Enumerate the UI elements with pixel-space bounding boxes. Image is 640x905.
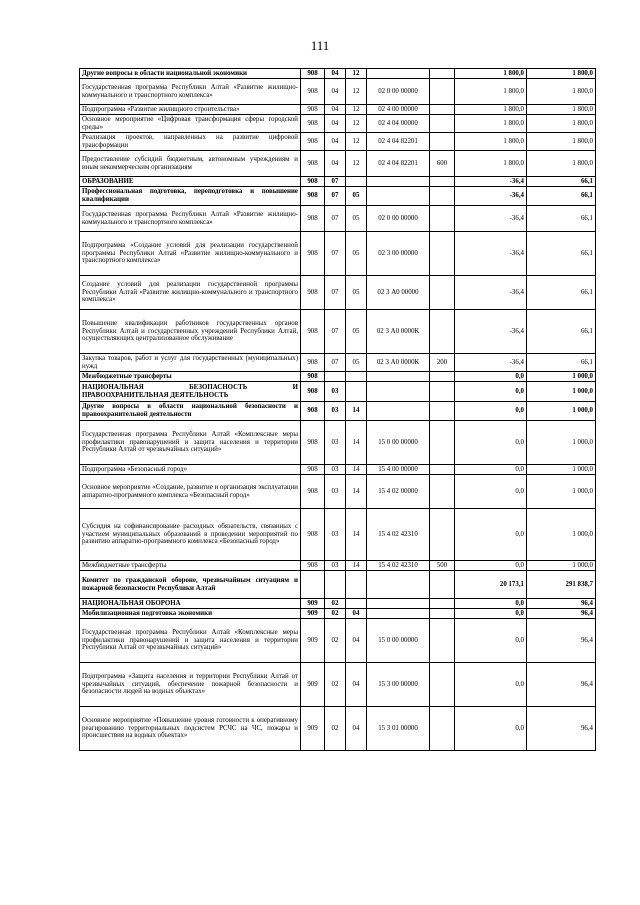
row-amount-1: -36,4: [455, 354, 527, 372]
row-section-code: 07: [325, 276, 346, 310]
row-name: Создание условий для реализации государственной программы Республики Алтай «Развитие жилищно-коммунального и транспортного комплекса»: [80, 276, 301, 310]
row-gr-code: 908: [301, 187, 325, 206]
row-section-code: 04: [325, 69, 346, 79]
row-section-code: 07: [325, 232, 346, 276]
row-expense-type-code: [430, 232, 455, 276]
row-subsection-code: 14: [346, 561, 367, 571]
row-gr-code: 908: [301, 402, 325, 421]
row-target-code: [367, 382, 430, 402]
row-subsection-code: 04: [346, 663, 367, 707]
row-gr-code: 908: [301, 69, 325, 79]
table-row: [80, 177, 596, 187]
table-row: [80, 206, 596, 232]
row-section-code: 02: [325, 707, 346, 751]
row-target-code: 02 4 04 00000: [367, 115, 430, 133]
row-name: Государственная программа Республики Алтай «Развитие жилищно-коммунального и транспортного комплекса»: [80, 79, 301, 105]
row-name: Комитет по гражданской обороне, чрезвычайным ситуациям и пожарной безопасности Республики Алтай: [80, 571, 301, 599]
row-subsection-code: 12: [346, 115, 367, 133]
row-subsection-code: [346, 599, 367, 609]
row-subsection-code: 05: [346, 310, 367, 354]
row-amount-1: 1 800,0: [455, 79, 527, 105]
row-gr-code: 908: [301, 206, 325, 232]
table-row: [80, 115, 596, 133]
row-subsection-code: 14: [346, 509, 367, 561]
row-amount-1: 1 800,0: [455, 151, 527, 177]
table-row: [80, 663, 596, 707]
row-expense-type-code: [430, 663, 455, 707]
row-name: НАЦИОНАЛЬНАЯ БЕЗОПАСНОСТЬ И ПРАВООХРАНИТЕЛЬНАЯ ДЕЯТЕЛЬНОСТЬ: [80, 382, 301, 402]
row-expense-type-code: [430, 421, 455, 465]
row-section-code: 07: [325, 354, 346, 372]
row-section-code: 02: [325, 609, 346, 619]
table-row: [80, 509, 596, 561]
row-amount-1: 0,0: [455, 475, 527, 509]
row-target-code: 02 3 00 00000: [367, 232, 430, 276]
row-amount-2: 1 000,0: [527, 475, 596, 509]
row-gr-code: 908: [301, 133, 325, 151]
row-expense-type-code: [430, 133, 455, 151]
row-name: Государственная программа Республики Алтай «Комплексные меры профилактики правонарушений и защита населения и территории Республики Алтай от чрезвычайных ситуаций»: [80, 421, 301, 465]
row-amount-2: 1 800,0: [527, 69, 596, 79]
row-amount-1: 20 173,1: [455, 571, 527, 599]
row-subsection-code: 05: [346, 206, 367, 232]
row-target-code: [367, 177, 430, 187]
row-amount-2: 1 000,0: [527, 509, 596, 561]
row-amount-1: 0,0: [455, 599, 527, 609]
row-amount-2: 66,1: [527, 177, 596, 187]
row-section-code: 03: [325, 382, 346, 402]
row-amount-1: 0,0: [455, 619, 527, 663]
row-name: Государственная программа Республики Алтай «Развитие жилищно-коммунального и транспортного комплекса»: [80, 206, 301, 232]
row-amount-1: 0,0: [455, 509, 527, 561]
row-gr-code: 908: [301, 475, 325, 509]
row-subsection-code: 14: [346, 475, 367, 509]
row-amount-2: 1 000,0: [527, 465, 596, 475]
row-target-code: 15 0 00 00000: [367, 421, 430, 465]
row-subsection-code: 05: [346, 354, 367, 372]
row-expense-type-code: [430, 115, 455, 133]
row-section-code: 04: [325, 79, 346, 105]
row-expense-type-code: [430, 599, 455, 609]
row-amount-2: 1 800,0: [527, 79, 596, 105]
row-name: Государственная программа Республики Алтай «Комплексные меры профилактики правонарушений и защита населения и территории Республики Алтай от чрезвычайных ситуаций»: [80, 619, 301, 663]
table-row: [80, 372, 596, 382]
table-row: [80, 402, 596, 421]
row-amount-2: 96,4: [527, 707, 596, 751]
row-target-code: [367, 609, 430, 619]
row-gr-code: 908: [301, 561, 325, 571]
row-amount-1: -36,4: [455, 276, 527, 310]
row-name: Предоставление субсидий бюджетным, автономным учреждениям и иным некоммерческим организациям: [80, 151, 301, 177]
row-subsection-code: [346, 571, 367, 599]
row-name: Основное мероприятие «Цифровая трансформация сферы городской среды»: [80, 115, 301, 133]
table-body: [80, 69, 596, 751]
row-target-code: [367, 402, 430, 421]
row-amount-1: 0,0: [455, 609, 527, 619]
row-subsection-code: 05: [346, 276, 367, 310]
row-section-code: 04: [325, 133, 346, 151]
row-gr-code: 908: [301, 232, 325, 276]
row-amount-2: 66,1: [527, 354, 596, 372]
row-name: Межбюджетные трансферты: [80, 561, 301, 571]
row-gr-code: 909: [301, 707, 325, 751]
row-name: Межбюджетные трансферты: [80, 372, 301, 382]
row-section-code: [325, 571, 346, 599]
row-name: Подпрограмма «Развитие жилищного строительства»: [80, 105, 301, 115]
row-amount-2: 96,4: [527, 599, 596, 609]
row-amount-2: 96,4: [527, 619, 596, 663]
row-amount-2: 1 800,0: [527, 151, 596, 177]
row-expense-type-code: [430, 509, 455, 561]
row-name: Другие вопросы в области национальной безопасности и правоохранительной деятельности: [80, 402, 301, 421]
row-expense-type-code: [430, 177, 455, 187]
row-subsection-code: 04: [346, 707, 367, 751]
row-amount-2: 66,1: [527, 206, 596, 232]
row-name: Подпрограмма «Создание условий для реализации государственной программы Республики Алтай «Развитие жилищно-коммунального и транспортного комплекса»: [80, 232, 301, 276]
table-row: [80, 133, 596, 151]
row-target-code: [367, 187, 430, 206]
row-amount-1: 0,0: [455, 402, 527, 421]
row-name: Подпрограмма «Защита населения и территории Республики Алтай от чрезвычайных ситуаций, обеспечение пожарной безопасности и безопасности людей на водных объектах»: [80, 663, 301, 707]
row-gr-code: 908: [301, 79, 325, 105]
row-target-code: 02 4 04 82201: [367, 151, 430, 177]
row-target-code: [367, 372, 430, 382]
row-gr-code: 908: [301, 310, 325, 354]
row-section-code: 07: [325, 206, 346, 232]
row-expense-type-code: [430, 79, 455, 105]
row-section-code: 02: [325, 663, 346, 707]
table-row: [80, 561, 596, 571]
row-section-code: 02: [325, 599, 346, 609]
row-target-code: 02 4 00 00000: [367, 105, 430, 115]
row-subsection-code: 14: [346, 402, 367, 421]
row-section-code: 04: [325, 151, 346, 177]
row-subsection-code: 04: [346, 609, 367, 619]
row-expense-type-code: [430, 276, 455, 310]
row-gr-code: 908: [301, 354, 325, 372]
row-amount-1: -36,4: [455, 187, 527, 206]
table-row: [80, 465, 596, 475]
row-target-code: 15 4 00 00000: [367, 465, 430, 475]
row-gr-code: 908: [301, 177, 325, 187]
page-number: 111: [310, 38, 330, 53]
row-amount-2: 1 000,0: [527, 421, 596, 465]
row-target-code: 02 3 А0 0000К: [367, 310, 430, 354]
row-target-code: 15 4 02 42310: [367, 509, 430, 561]
row-name: Реализация проектов, направленных на развитие цифровой трансформации: [80, 133, 301, 151]
row-gr-code: 908: [301, 115, 325, 133]
row-subsection-code: 05: [346, 232, 367, 276]
row-expense-type-code: [430, 619, 455, 663]
row-amount-1: 0,0: [455, 465, 527, 475]
row-gr-code: 909: [301, 663, 325, 707]
row-section-code: 03: [325, 402, 346, 421]
row-amount-2: 66,1: [527, 276, 596, 310]
table-row: [80, 310, 596, 354]
row-section-code: 04: [325, 115, 346, 133]
row-name: Закупка товаров, работ и услуг для государственных (муниципальных) нужд: [80, 354, 301, 372]
row-subsection-code: 14: [346, 465, 367, 475]
row-name: ОБРАЗОВАНИЕ: [80, 177, 301, 187]
row-section-code: [325, 372, 346, 382]
row-amount-1: 0,0: [455, 707, 527, 751]
row-target-code: [367, 69, 430, 79]
row-subsection-code: 04: [346, 619, 367, 663]
row-name: Профессиональная подготовка, переподготовка и повышение квалификации: [80, 187, 301, 206]
row-name: Другие вопросы в области национальной экономики: [80, 69, 301, 79]
row-amount-2: 1 800,0: [527, 133, 596, 151]
row-expense-type-code: [430, 382, 455, 402]
table-row: [80, 232, 596, 276]
table-row: [80, 276, 596, 310]
row-gr-code: 909: [301, 599, 325, 609]
row-section-code: 03: [325, 465, 346, 475]
row-subsection-code: [346, 177, 367, 187]
row-amount-1: 1 800,0: [455, 69, 527, 79]
row-amount-2: 1 000,0: [527, 372, 596, 382]
row-gr-code: 909: [301, 609, 325, 619]
row-amount-2: 291 838,7: [527, 571, 596, 599]
row-target-code: 02 0 00 00000: [367, 79, 430, 105]
row-subsection-code: 12: [346, 69, 367, 79]
row-target-code: 02 3 А0 0000К: [367, 354, 430, 372]
row-amount-2: 1 000,0: [527, 402, 596, 421]
row-name: Мобилизационная подготовка экономики: [80, 609, 301, 619]
row-amount-2: 66,1: [527, 232, 596, 276]
row-amount-1: -36,4: [455, 310, 527, 354]
row-amount-1: 0,0: [455, 561, 527, 571]
row-name: Основное мероприятие «Создание, развитие и организация эксплуатации аппаратно-программного комплекса «Безопасный город»: [80, 475, 301, 509]
table-row: [80, 79, 596, 105]
row-target-code: 02 4 04 82201: [367, 133, 430, 151]
row-section-code: 07: [325, 177, 346, 187]
row-target-code: 15 3 00 00000: [367, 663, 430, 707]
row-amount-2: 66,1: [527, 187, 596, 206]
row-name: Основное мероприятие «Повышение уровня готовности к оперативному реагированию территориальных подсистем РСЧС на ЧС, пожары и происшествия на водных объектах»: [80, 707, 301, 751]
row-gr-code: 908: [301, 276, 325, 310]
row-name: НАЦИОНАЛЬНАЯ ОБОРОНА: [80, 599, 301, 609]
row-amount-2: 1 800,0: [527, 105, 596, 115]
row-section-code: 07: [325, 187, 346, 206]
row-expense-type-code: [430, 475, 455, 509]
row-amount-1: 0,0: [455, 382, 527, 402]
row-section-code: 03: [325, 561, 346, 571]
row-section-code: 07: [325, 310, 346, 354]
row-target-code: 02 0 00 00000: [367, 206, 430, 232]
row-subsection-code: 12: [346, 151, 367, 177]
row-expense-type-code: [430, 402, 455, 421]
row-gr-code: 908: [301, 465, 325, 475]
row-expense-type-code: [430, 206, 455, 232]
row-expense-type-code: [430, 187, 455, 206]
row-expense-type-code: [430, 707, 455, 751]
row-subsection-code: 12: [346, 79, 367, 105]
row-expense-type-code: [430, 69, 455, 79]
row-subsection-code: [346, 372, 367, 382]
row-gr-code: [301, 571, 325, 599]
row-name: Повышение квалификации работников государственных органов Республики Алтай и государственных учреждений Республики Алтай, осуществляющих централизованное обслуживание: [80, 310, 301, 354]
row-section-code: 03: [325, 475, 346, 509]
row-name: Подпрограмма «Безопасный город»: [80, 465, 301, 475]
row-expense-type-code: 600: [430, 151, 455, 177]
table-row: [80, 619, 596, 663]
row-expense-type-code: 500: [430, 561, 455, 571]
row-gr-code: 909: [301, 619, 325, 663]
row-subsection-code: 05: [346, 187, 367, 206]
row-expense-type-code: [430, 609, 455, 619]
row-amount-2: 1 000,0: [527, 561, 596, 571]
row-expense-type-code: [430, 571, 455, 599]
table-row: [80, 609, 596, 619]
row-target-code: 15 4 02 42310: [367, 561, 430, 571]
table-row: [80, 382, 596, 402]
budget-table: [79, 68, 596, 751]
table-row: [80, 421, 596, 465]
row-gr-code: 908: [301, 509, 325, 561]
row-expense-type-code: [430, 105, 455, 115]
row-subsection-code: 12: [346, 133, 367, 151]
row-expense-type-code: [430, 465, 455, 475]
row-gr-code: 908: [301, 382, 325, 402]
row-subsection-code: 14: [346, 421, 367, 465]
row-expense-type-code: [430, 372, 455, 382]
row-amount-1: 0,0: [455, 663, 527, 707]
table-row: [80, 354, 596, 372]
row-gr-code: 908: [301, 105, 325, 115]
table-row: [80, 571, 596, 599]
row-amount-1: 1 800,0: [455, 105, 527, 115]
row-gr-code: 908: [301, 151, 325, 177]
row-target-code: [367, 599, 430, 609]
row-amount-2: 1 800,0: [527, 115, 596, 133]
table-row: [80, 475, 596, 509]
row-amount-1: -36,4: [455, 177, 527, 187]
row-amount-2: 1 000,0: [527, 382, 596, 402]
row-amount-1: -36,4: [455, 232, 527, 276]
table-row: [80, 599, 596, 609]
row-expense-type-code: [430, 310, 455, 354]
row-target-code: 02 3 А0 00000: [367, 276, 430, 310]
row-amount-1: 1 800,0: [455, 115, 527, 133]
row-amount-1: -36,4: [455, 206, 527, 232]
row-target-code: 15 4 02 00000: [367, 475, 430, 509]
table-row: [80, 707, 596, 751]
table-row: [80, 187, 596, 206]
row-target-code: 15 0 00 00000: [367, 619, 430, 663]
row-gr-code: 908: [301, 421, 325, 465]
table-row: [80, 151, 596, 177]
table-row: [80, 69, 596, 79]
row-amount-2: 96,4: [527, 663, 596, 707]
row-amount-1: 0,0: [455, 421, 527, 465]
row-expense-type-code: 200: [430, 354, 455, 372]
table-row: [80, 105, 596, 115]
row-amount-1: 1 800,0: [455, 133, 527, 151]
row-section-code: 03: [325, 509, 346, 561]
row-amount-2: 96,4: [527, 609, 596, 619]
row-target-code: [367, 571, 430, 599]
row-gr-code: 908: [301, 372, 325, 382]
row-section-code: 02: [325, 619, 346, 663]
row-target-code: 15 3 01 00000: [367, 707, 430, 751]
row-section-code: 04: [325, 105, 346, 115]
row-amount-1: 0,0: [455, 372, 527, 382]
row-section-code: 03: [325, 421, 346, 465]
row-amount-2: 66,1: [527, 310, 596, 354]
row-name: Субсидия на софинансирование расходных обязательств, связанных с участием муниципальных образований в проведении мероприятий по развитию аппаратно-программного комплекса «Безопасный город»: [80, 509, 301, 561]
row-subsection-code: 12: [346, 105, 367, 115]
row-subsection-code: [346, 382, 367, 402]
